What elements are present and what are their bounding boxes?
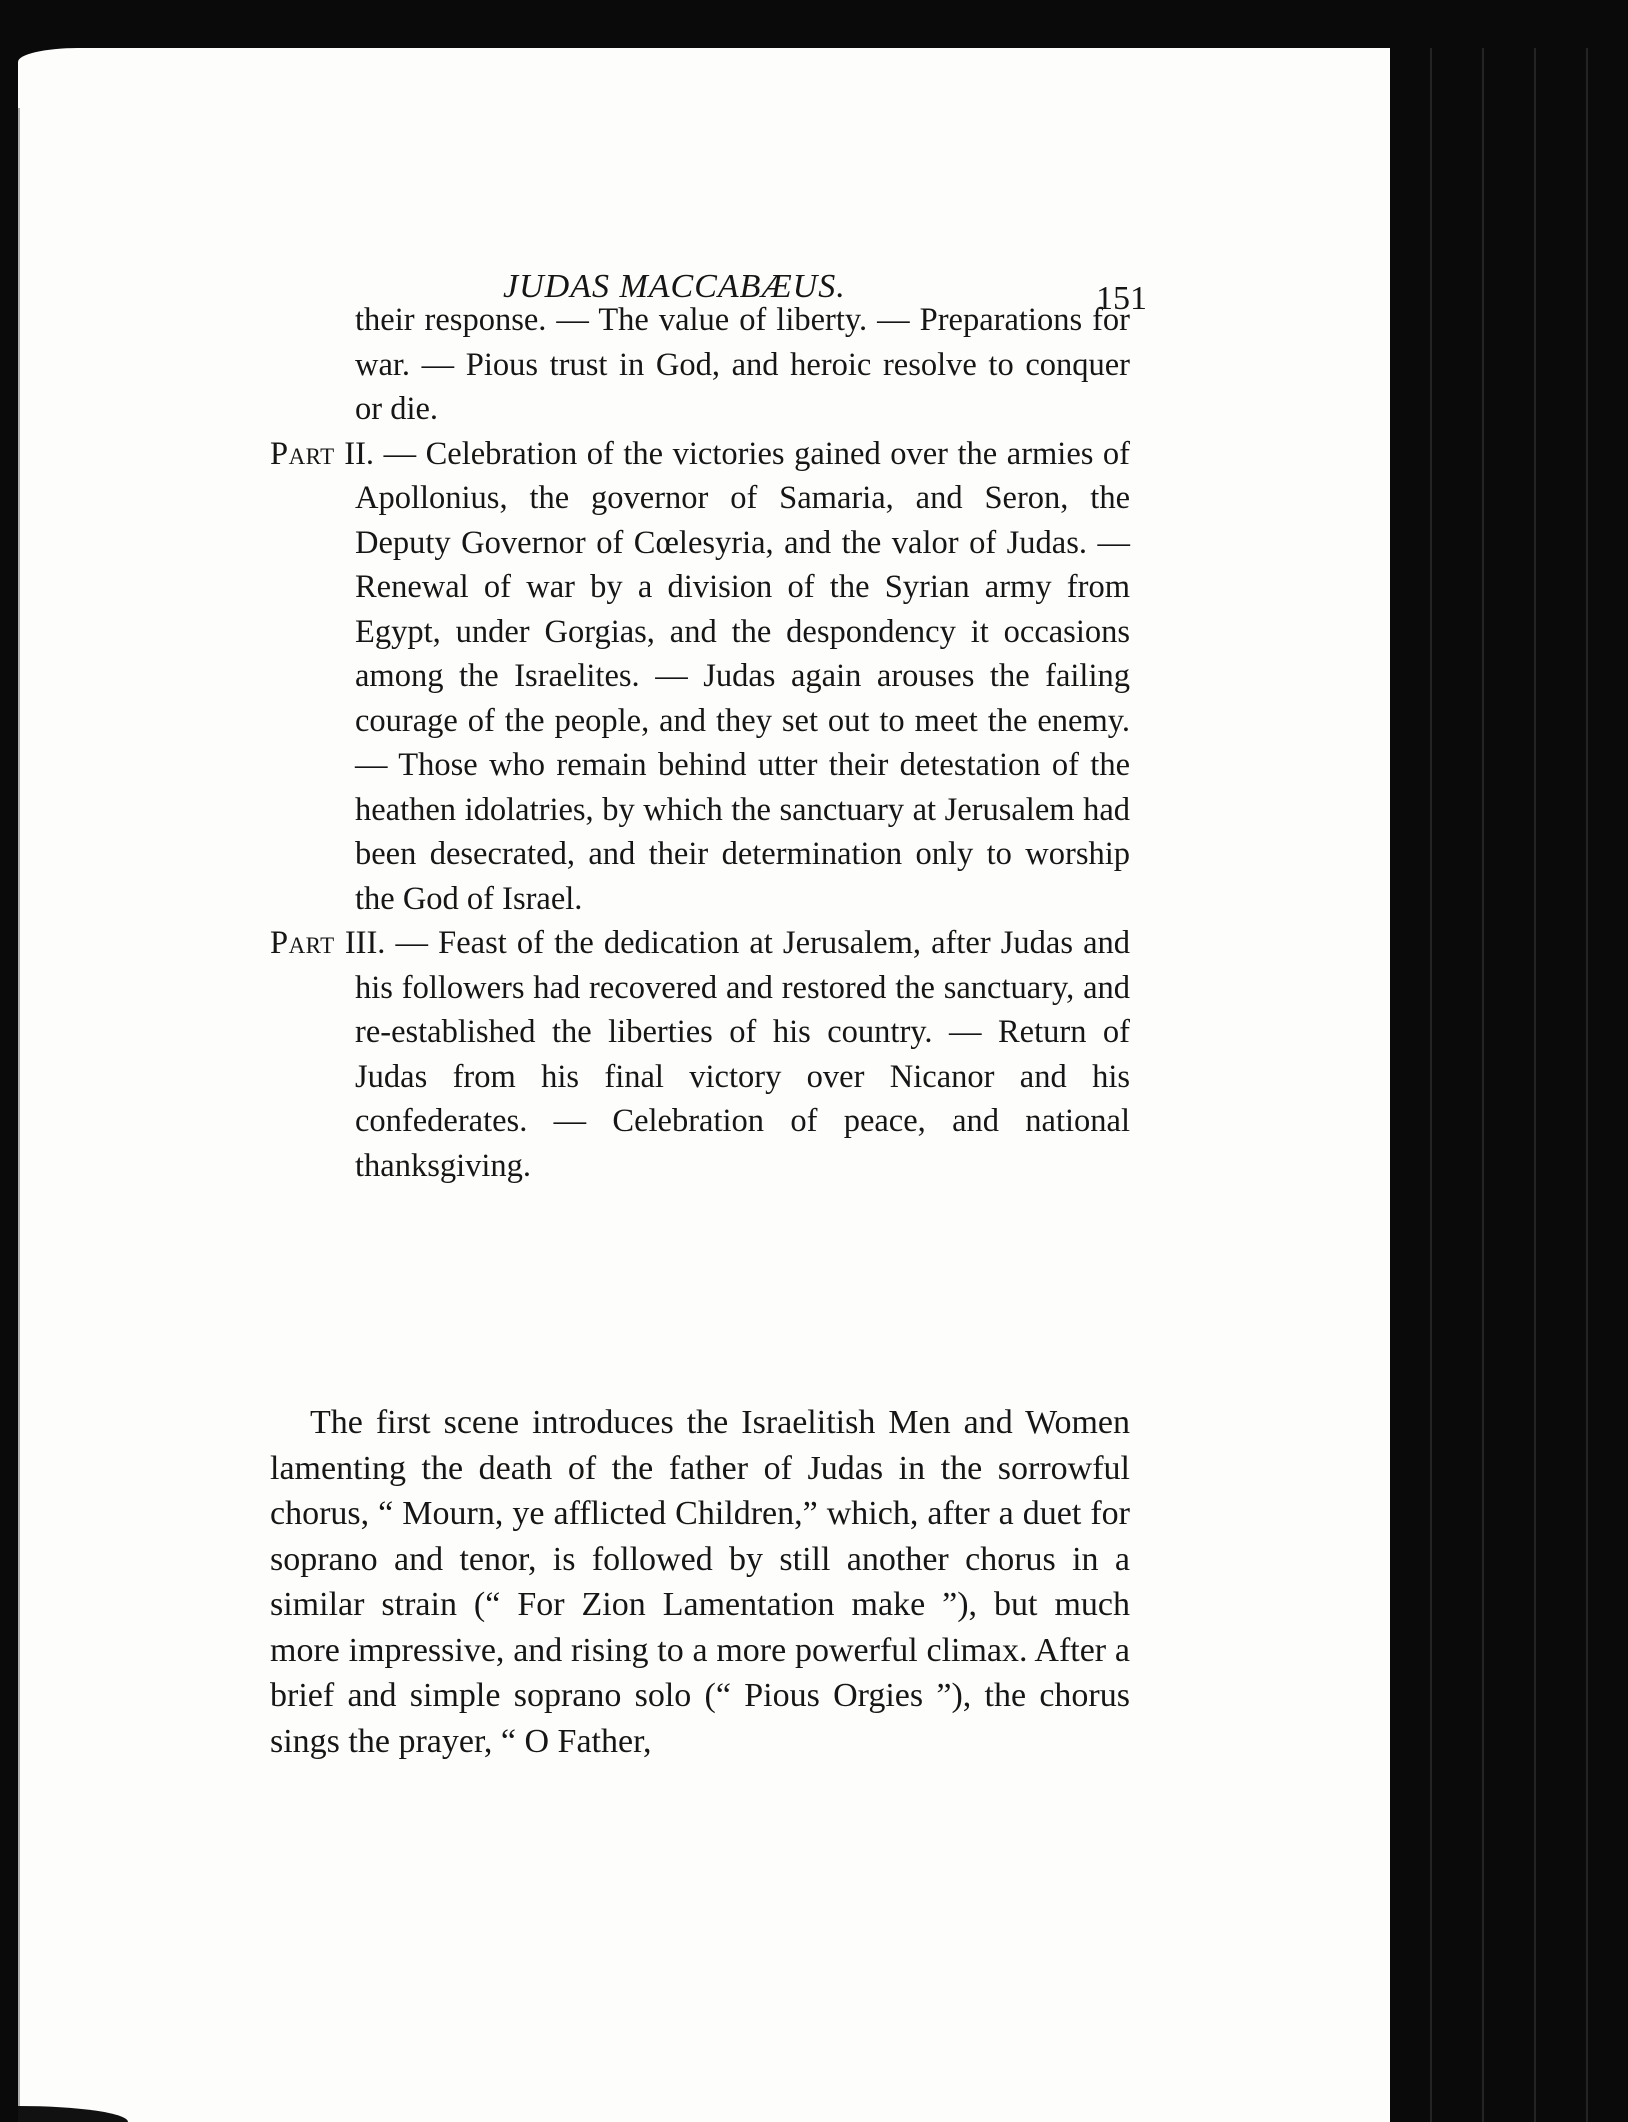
body-paragraph: The first scene introduces the Israelitish Men and Women lamenting the death of the father of Judas in the sorrowful chorus, “ Mourn, ye afflicted Children,” which, after a duet for soprano and tenor, is followed by still another chorus in a similar strain (“ For Zion Lamentation make ”), but much more impressive, and rising to a more powerful climax. After a brief and simple soprano solo (“ Pious Orgies ”), the chorus sings the prayer, “ O Father, [270,1404,1130,1760]
adjacent-page-edge [1392,48,1628,2122]
page-corner-shadow [18,2106,128,2122]
running-title: JUDAS MACCABÆUS. [503,268,846,305]
page-gutter-edge [18,108,28,2108]
part-label: Part [270,925,335,961]
page-number: 151 [1096,280,1147,317]
part-summary [270,298,1130,1188]
part-numeral: II. [344,435,375,472]
part-iii [270,921,1130,1188]
part-ii [270,432,1130,922]
body-text [270,1400,1130,1764]
summary-continuation: their response. — The value of liberty. — Preparations for war. — Pious trust in God, and heroic resolve to conquer or die. [355,302,1130,427]
part-text: — Feast of the dedication at Jerusalem, after Judas and his followers had recovered and restored the sanctuary, and re-established the liberties of his country. — Return of Judas from his final victory over Nicanor and his confederates. — Celebration of peace, and national thanksgiving. [355,925,1131,1184]
part-text: — Celebration of the victories gained over the armies of Apollonius, the governor of Samaria, and Seron, the Deputy Governor of Cœlesyria, and the valor of Judas. — Renewal of war by a division of the Syrian army from Egypt, under Gorgias, and the despondency it occasions among the Israelites. — Judas again arouses the failing courage of the people, and they set out to meet the enemy. — Those who remain behind utter their detestation of the heathen idolatries, by which the sanctuary at Jerusalem had been desecrated, and their determination only to worship the God of Israel. [355,435,1131,917]
part-label: Part [270,435,335,472]
part-numeral: III. [344,925,386,961]
